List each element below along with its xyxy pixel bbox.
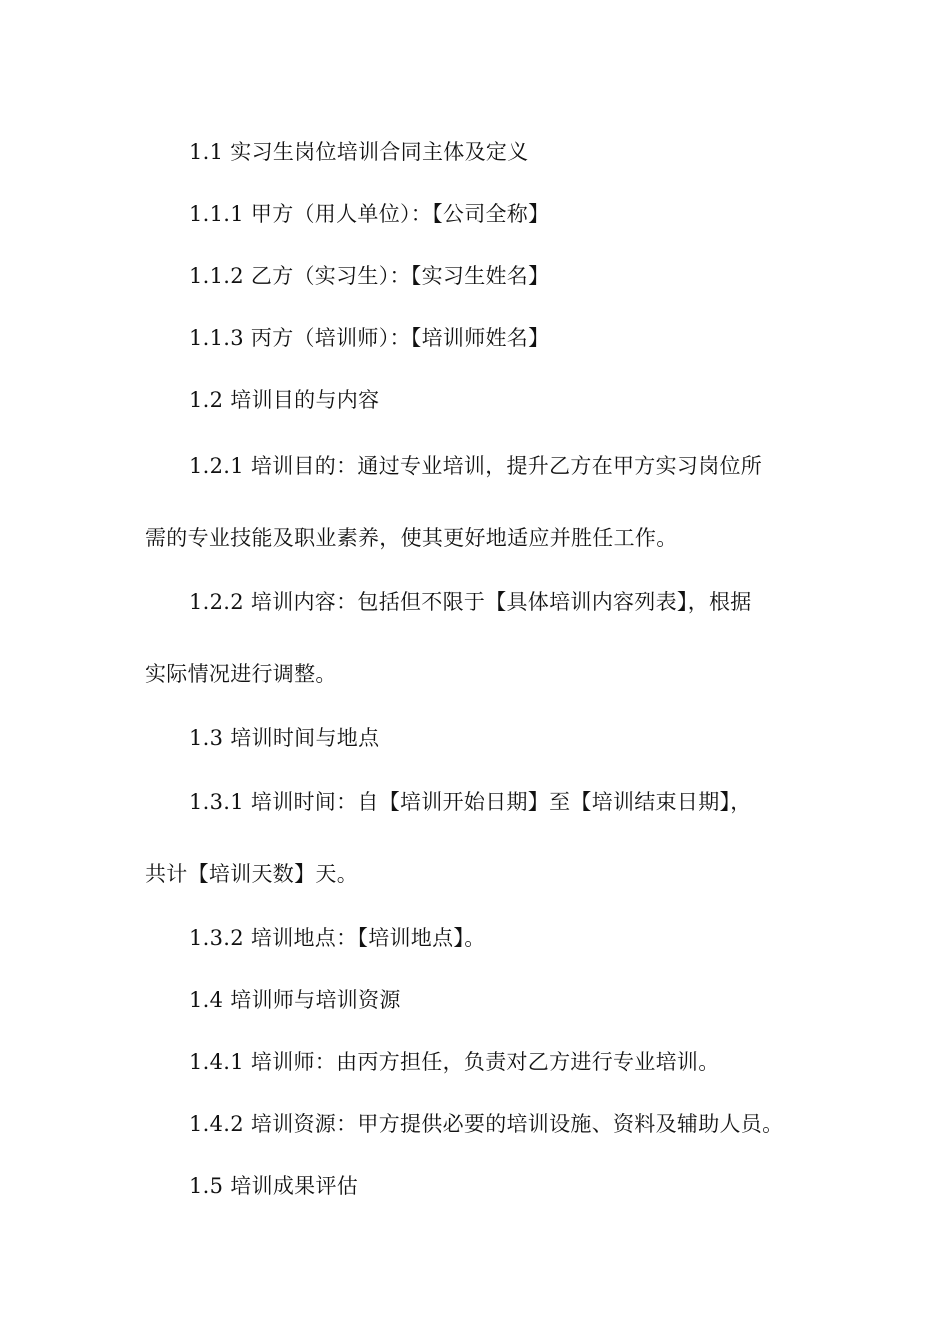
clause-1-1-2: 1.1.2 乙方（实习生）：【实习生姓名】 — [189, 264, 550, 288]
section-heading-1-2: 1.2 培训目的与内容 — [189, 388, 380, 412]
section-heading-1-4: 1.4 培训师与培训资源 — [189, 988, 401, 1012]
section-heading-1-5: 1.5 培训成果评估 — [189, 1174, 359, 1198]
section-heading-1-3: 1.3 培训时间与地点 — [189, 726, 380, 750]
clause-1-3-2: 1.3.2 培训地点：【培训地点】。 — [189, 926, 486, 950]
clause-1-3-1-line-1: 1.3.1 培训时间：自【培训开始日期】至【培训结束日期】， — [189, 790, 752, 814]
clause-1-1-3: 1.1.3 丙方（培训师）：【培训师姓名】 — [189, 326, 550, 350]
clause-1-3-1-line-2: 共计【培训天数】天。 — [145, 862, 358, 886]
section-heading-1-1: 1.1 实习生岗位培训合同主体及定义 — [189, 140, 529, 164]
clause-1-2-2-line-1: 1.2.2 培训内容：包括但不限于【具体培训内容列表】，根据 — [189, 590, 752, 614]
clause-1-2-1-line-2: 需的专业技能及职业素养，使其更好地适应并胜任工作。 — [145, 526, 678, 550]
clause-1-1-1: 1.1.1 甲方（用人单位）：【公司全称】 — [189, 202, 550, 226]
clause-1-2-2-line-2: 实际情况进行调整。 — [145, 662, 337, 686]
clause-1-2-1-line-1: 1.2.1 培训目的：通过专业培训，提升乙方在甲方实习岗位所 — [189, 454, 763, 478]
clause-1-4-2: 1.4.2 培训资源：甲方提供必要的培训设施、资料及辅助人员。 — [189, 1112, 784, 1136]
clause-1-4-1: 1.4.1 培训师：由丙方担任，负责对乙方进行专业培训。 — [189, 1050, 720, 1074]
